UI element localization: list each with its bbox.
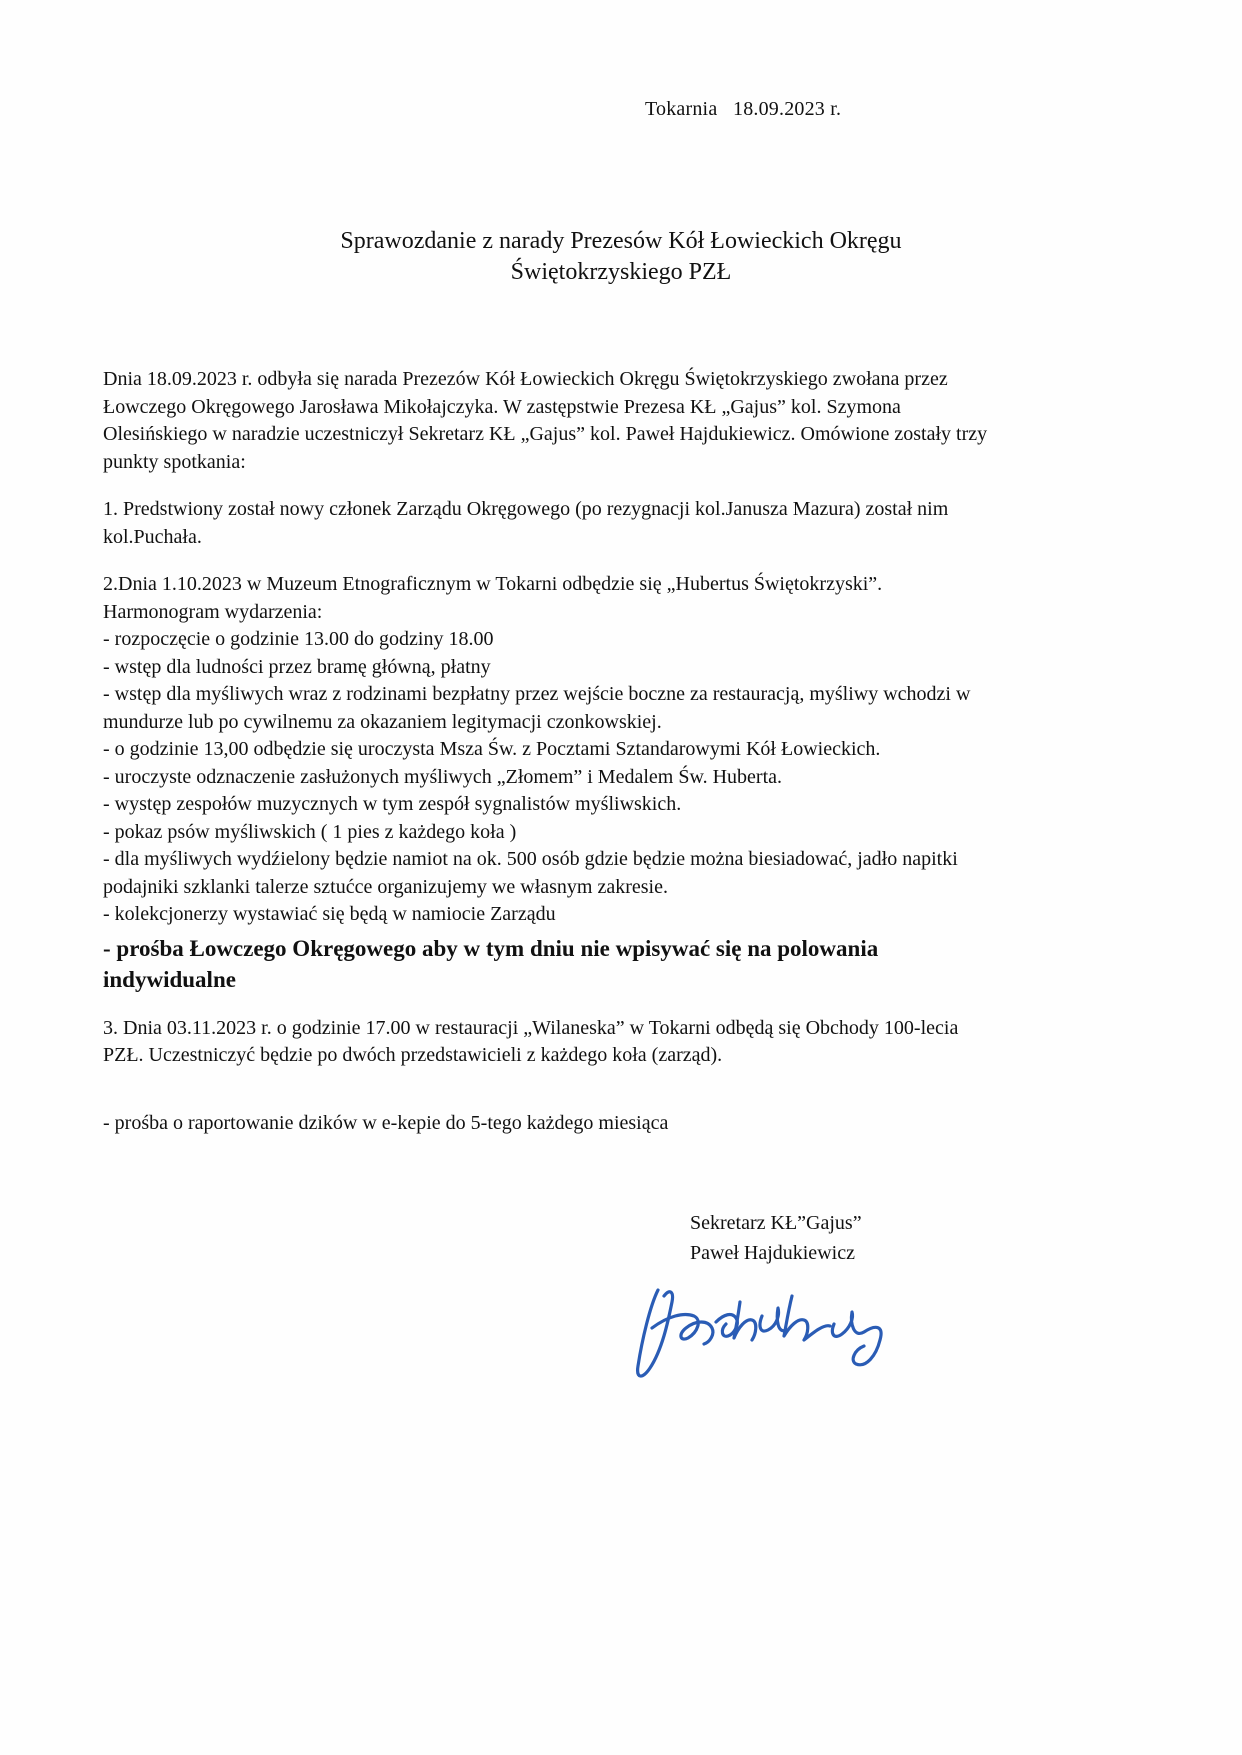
signature-block [690, 1208, 862, 1268]
point-2-schedule-label: Harmonogram wydarzenia: [103, 600, 323, 623]
spacer [103, 1090, 996, 1110]
agenda-item: - rozpoczęcie o godzinie 13.00 do godziny 18.00 [103, 628, 494, 650]
intro-paragraph: Dnia 18.09.2023 r. odbyła się narada Prezezów Kół Łowieckich Okręgu Świętokrzyskiego zwołana przez Łowczego Okręgowego Jarosława Mikołajczyka. W zastępstwie Prezesa KŁ „Gajus” kol. Szymona Olesińskiego w naradzie uczestniczył Sekretarz KŁ „Gajus” kol. Paweł Hajdukiewicz. Omówione zostały trzy punkty spotkania: [103, 368, 988, 473]
agenda-item: - występ zespołów muzycznych w tym zespół sygnalistów myśliwskich. [103, 793, 682, 815]
agenda-item: - wstęp dla ludności przez bramę główną, płatny [103, 655, 491, 678]
agenda-item: - pokaz psów myśliwskich ( 1 pies z każdego koła ) [103, 820, 517, 843]
agenda-item: - uroczyste odznaczenie zasłużonych myśliwych „Złomem” i Medalem Św. Huberta. [103, 765, 783, 788]
point-1-paragraph: 1. Predstwiony został nowy członek Zarządu Okręgowego (po rezygnacji kol.Janusza Mazura) został nim kol.Puchała. [103, 498, 949, 548]
bold-request-note: - prośba Łowczego Okręgowego aby w tym dniu nie wpisywać się na polowania indywidualne [103, 935, 879, 992]
handwritten-signature [628, 1262, 918, 1392]
signature-role: Sekretarz KŁ”Gajus” [690, 1212, 862, 1234]
title-line-1: Sprawozdanie z narady Prezesów Kół Łowieckich Okręgu [340, 228, 902, 254]
agenda-item: - wstęp dla myśliwych wraz z rodzinami bezpłatny przez wejście boczne za restauracją, myśliwy wchodzi w mundurze lub po cywilnemu za okazaniem legitymacji czonkowskiej. [103, 683, 971, 733]
agenda-item: - dla myśliwych wydźielony będzie namiot na ok. 500 osób gdzie będzie można biesiadować, jadło napitki podajniki szklanki talerze sztućce organizujemy we własnym zakresie. [103, 848, 958, 898]
point-3-paragraph: 3. Dnia 03.11.2023 r. o godzinie 17.00 w restauracji „Wilaneska” w Tokarni odbędą się Obchody 100-lecia PZŁ. Uczestniczyć będzie po dwóch przedstawicieli z każdego koła (zarząd). [103, 1016, 959, 1066]
point-2-paragraph [103, 571, 996, 995]
signature-name: Paweł Hajdukiewicz [690, 1242, 855, 1264]
title-line-2: Świętokrzyskiego PZŁ [510, 259, 732, 285]
agenda-item: - o godzinie 13,00 odbędzie się uroczysta Msza Św. z Pocztami Sztandarowymi Kół Łowieckich. [103, 738, 881, 760]
reporting-note: - prośba o raportowanie dzików w e-kepie do 5-tego każdego miesiąca [103, 1111, 669, 1134]
agenda-item: - kolekcjonerzy wystawiać się będą w namiocie Zarządu [103, 903, 556, 925]
point-2-intro: 2.Dnia 1.10.2023 w Muzeum Etnograficznym w Tokarni odbędzie się „Hubertus Świętokrzyski”. [103, 573, 883, 595]
document-body [103, 366, 996, 1157]
dateline: Tokarnia 18.09.2023 r. [645, 98, 842, 120]
document-title [0, 226, 1242, 288]
